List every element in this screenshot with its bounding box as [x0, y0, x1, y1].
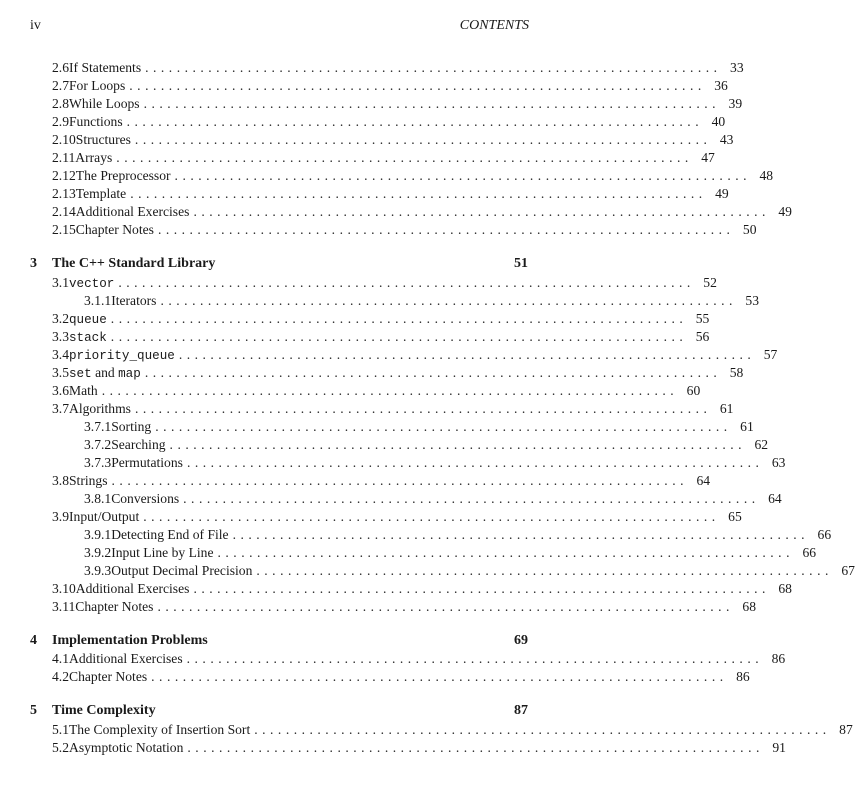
toc-entry-title: [69, 77, 125, 95]
toc-entry-title-segment: Strings: [69, 472, 108, 488]
toc-entry-number: 3.9.3: [84, 562, 112, 578]
toc-entry-title-segment: Permutations: [111, 454, 183, 470]
toc-entry-title-segment: Structures: [75, 132, 131, 147]
toc-chapter[interactable]: [30, 632, 528, 650]
toc-entry[interactable]: [84, 454, 786, 472]
toc-entry-number: 2.15: [52, 222, 76, 237]
toc-page-number: 61: [719, 400, 734, 416]
toc-page-number: 65: [728, 508, 742, 524]
toc-entry-title-segment: The C++ Standard Library: [52, 256, 216, 271]
toc-entry[interactable]: [52, 650, 786, 668]
toc-entry-title-segment: vector: [69, 276, 115, 291]
toc-page-number: 91: [772, 739, 786, 755]
toc-entry-title: [69, 274, 114, 293]
toc-entry-number: 5: [30, 703, 37, 718]
toc-dot-leader: . . . . . . . . . . . . . . . . . . . . . . . . . . . . . . . . . . . . . . . . . . . . . . . . . . . . . . . . . . . . . . . . . . . . . . . . .: [254, 721, 827, 737]
toc-entry-title: [111, 436, 165, 454]
toc-dot-leader: . . . . . . . . . . . . . . . . . . . . . . . . . . . . . . . . . . . . . . . . . . . . . . . . . . . . . . . . . . . . . . . . . . . . . . . . .: [217, 544, 791, 560]
toc-entry[interactable]: [52, 113, 726, 131]
toc-dot-leader: . . . . . . . . . . . . . . . . . . . . . . . . . . . . . . . . . . . . . . . . . . . . . . . . . . . . . . . . . . . . . . . . . . . . . . . . .: [110, 310, 684, 326]
toc-entry-title: [111, 418, 151, 436]
toc-entry-number: 2.13: [52, 186, 76, 201]
toc-page-number: 43: [719, 132, 734, 147]
toc-page-number: 62: [754, 436, 769, 452]
toc-dot-leader: . . . . . . . . . . . . . . . . . . . . . . . . . . . . . . . . . . . . . . . . . . . . . . . . . . . . . . . . . . . . . . . . . . . . . . . . .: [256, 562, 829, 578]
toc-entry[interactable]: [52, 382, 701, 400]
toc-entry[interactable]: [84, 562, 855, 580]
toc-page-number: 55: [695, 310, 710, 326]
toc-dot-leader: . . . . . . . . . . . . . . . . . . . . . . . . . . . . . . . . . . . . . . . . . . . . . . . . . . . . . . . . . . . . . . . . . . . . . . . . .: [130, 186, 703, 201]
toc-entry-title-segment: Searching: [111, 436, 166, 452]
toc-entry[interactable]: [84, 292, 760, 310]
toc-entry-number: 3.10: [52, 580, 76, 596]
toc-page-number: 33: [730, 60, 744, 75]
toc-entry-number: 3.11: [52, 598, 76, 614]
toc-entry-number: 2.11: [52, 150, 76, 165]
toc-entry-number: 3.7: [52, 400, 69, 416]
toc-entry-title-segment: For Loops: [69, 78, 126, 93]
toc-entry-number: 3.7.1: [84, 418, 112, 434]
toc-dot-leader: . . . . . . . . . . . . . . . . . . . . . . . . . . . . . . . . . . . . . . . . . . . . . . . . . . . . . . . . . . . . . . . . . . . . . . . . .: [160, 292, 734, 308]
toc-entry-title-segment: Asymptotic Notation: [69, 739, 184, 755]
toc-entry-number: 3.9.1: [84, 526, 112, 542]
toc-entry-title: [52, 702, 156, 720]
page-number-roman: iv: [30, 18, 41, 33]
toc-entry-title: [52, 255, 215, 273]
toc-dot-leader: . . . . . . . . . . . . . . . . . . . . . . . . . . . . . . . . . . . . . . . . . . . . . . . . . . . . . . . . . . . . . . . . . . . . . . . . .: [145, 60, 718, 75]
toc-entry-number: 3.7.2: [84, 436, 112, 452]
toc-entry-number: 2.14: [52, 204, 76, 219]
running-header: CONTENTS: [459, 18, 529, 33]
toc-page-number: 53: [745, 292, 760, 308]
toc-entry-title-segment: Algorithms: [69, 400, 131, 416]
toc-entry[interactable]: [52, 400, 734, 418]
toc-entry-title-segment: Conversions: [111, 490, 180, 506]
toc-entry-number: 5.2: [52, 739, 69, 755]
toc-dot-leader: . . . . . . . . . . . . . . . . . . . . . . . . . . . . . . . . . . . . . . . . . . . . . . . . . . . . . . . . . . . . . . . . . . . . . . . . .: [232, 526, 806, 542]
toc-dot-leader: . . . . . . . . . . . . . . . . . . . . . . . . . . . . . . . . . . . . . . . . . . . . . . . . . . . . . . . . . . . . . . . . . . . . . . . . .: [174, 168, 748, 183]
toc-entry[interactable]: [52, 59, 744, 77]
toc-entry[interactable]: [52, 221, 757, 239]
toc-entry-title: [111, 526, 228, 544]
toc-dot-leader: . . . . . . . . . . . . . . . . . . . . . . . . . . . . . . . . . . . . . . . . . . . . . . . . . . . . . . . . . . . . . . . . . . . . . . . . .: [193, 580, 766, 596]
toc-entry-title-segment: Input Line by Line: [111, 544, 214, 560]
toc-entry[interactable]: [52, 149, 715, 167]
toc-entry-title-segment: Additional Exercises: [69, 651, 183, 666]
toc-dot-leader: . . . . . . . . . . . . . . . . . . . . . . . . . . . . . . . . . . . . . . . . . . . . . . . . . . . . . . . . . . . . . . . . . . . . . . . . .: [193, 204, 766, 219]
toc-entry-title-segment: Math: [69, 382, 98, 398]
toc-entry[interactable]: [52, 346, 778, 364]
toc-entry-title-segment: Implementation Problems: [52, 632, 208, 648]
toc-entry[interactable]: [52, 131, 734, 149]
toc-entry-title-segment: set: [69, 366, 92, 381]
toc-page-number: 61: [740, 418, 754, 434]
toc-page-number: 87: [514, 703, 528, 718]
toc-entry-title: [111, 292, 156, 310]
toc-entry-number: 3.5: [52, 364, 69, 380]
toc-entry-title-segment: map: [118, 366, 141, 381]
toc-dot-leader: . . . . . . . . . . . . . . . . . . . . . . . . . . . . . . . . . . . . . . . . . . . . . . . . . . . . . . . . . . . . . . . . . . . . . . . . .: [144, 364, 718, 380]
toc-entry[interactable]: [52, 328, 710, 346]
toc-entry[interactable]: [52, 95, 743, 113]
toc-entry-title: [76, 221, 154, 239]
toc-page-number: 86: [771, 651, 786, 666]
toc-entry[interactable]: [84, 490, 782, 508]
toc-entry-number: 3.1: [52, 274, 69, 290]
toc-entry-title: [111, 562, 252, 580]
toc-entry[interactable]: [52, 508, 742, 526]
toc-entry[interactable]: [52, 668, 750, 686]
toc-entry[interactable]: [52, 274, 717, 292]
toc-page-number: 48: [759, 168, 774, 183]
toc-dot-leader: . . . . . . . . . . . . . . . . . . . . . . . . . . . . . . . . . . . . . . . . . . . . . . . . . . . . . . . . . . . . . . . . . . . . . . . . .: [186, 651, 760, 666]
toc-dot-leader: . . . . . . . . . . . . . . . . . . . . . . . . . . . . . . . . . . . . . . . . . . . . . . . . . . . . . . . . . . . . . . . . . . . . . . . . .: [110, 328, 684, 344]
toc-dot-leader: . . . . . . . . . . . . . . . . . . . . . . . . . . . . . . . . . . . . . . . . . . . . . . . . . . . . . . . . . . . . . . . . . . . . . . . . .: [157, 598, 730, 614]
toc-page-number: 64: [696, 472, 711, 488]
toc-page-number: 49: [715, 186, 729, 201]
toc-entry[interactable]: [84, 418, 754, 436]
toc-entry[interactable]: [52, 739, 786, 757]
toc-entry-title: [69, 364, 141, 383]
toc-page-number: 36: [714, 78, 728, 93]
toc-entry-number: 4.2: [52, 669, 69, 684]
toc-entry-number: 3.1.1: [84, 292, 112, 308]
toc-entry-title: [69, 668, 147, 686]
toc-entry-title: [76, 203, 190, 221]
toc-entry-title-segment: Functions: [69, 114, 123, 129]
toc-page-number: 40: [711, 114, 726, 129]
toc-entry-title: [69, 739, 183, 757]
toc-entry[interactable]: [52, 77, 728, 95]
toc-entry-number: 3.4: [52, 346, 69, 362]
toc-page-number: 87: [839, 721, 853, 737]
toc-entry-title: [76, 580, 190, 598]
toc-dot-leader: . . . . . . . . . . . . . . . . . . . . . . . . . . . . . . . . . . . . . . . . . . . . . . . . . . . . . . . . . . . . . . . . . . . . . . . . .: [143, 96, 717, 111]
toc-entry-title: [76, 185, 126, 203]
toc-entry-title-segment: Time Complexity: [52, 703, 156, 718]
toc-entry-title-segment: Additional Exercises: [75, 204, 190, 219]
toc-entry-number: 3.9: [52, 508, 69, 524]
toc-entry-title-segment: Input/Output: [69, 508, 140, 524]
toc-entry-title-segment: Output Decimal Precision: [111, 562, 253, 578]
toc-dot-leader: . . . . . . . . . . . . . . . . . . . . . . . . . . . . . . . . . . . . . . . . . . . . . . . . . . . . . . . . . . . . . . . . . . . . . . . . .: [157, 222, 731, 237]
toc-dot-leader: . . . . . . . . . . . . . . . . . . . . . . . . . . . . . . . . . . . . . . . . . . . . . . . . . . . . . . . . . . . . . . . . . . . . . . . . .: [187, 739, 760, 755]
toc-entry-number: 3.8: [52, 472, 69, 488]
toc-dot-leader: . . . . . . . . . . . . . . . . . . . . . . . . . . . . . . . . . . . . . . . . . . . . . . . . . . . . . . . . . . . . . . . . . . . . . . . . .: [178, 346, 752, 362]
toc-page-number: 60: [686, 382, 701, 398]
toc-entry-title: [111, 490, 179, 508]
toc-dot-leader: . . . . . . . . . . . . . . . . . . . . . . . . . . . . . . . . . . . . . . . . . . . . . . . . . . . . . . . . . . . . . . . . . . . . . . . . .: [129, 78, 702, 93]
toc-page-number: 69: [514, 632, 528, 648]
toc-entry-title-segment: stack: [69, 330, 107, 345]
toc-entry-number: 5.1: [52, 721, 69, 737]
toc-entry-title-segment: and: [91, 364, 119, 380]
toc-entry-number: 3.3: [52, 328, 69, 344]
toc-entry[interactable]: [52, 185, 729, 203]
toc-entry-title: [52, 632, 208, 650]
toc-entry-title-segment: While Loops: [69, 96, 140, 111]
toc-page-number: 58: [729, 364, 744, 380]
toc-entry-title: [69, 59, 141, 77]
toc-chapter[interactable]: [30, 702, 528, 720]
toc-entry-title: [111, 454, 183, 472]
toc-dot-leader: . . . . . . . . . . . . . . . . . . . . . . . . . . . . . . . . . . . . . . . . . . . . . . . . . . . . . . . . . . . . . . . . . . . . . . . . .: [143, 508, 716, 524]
toc-entry-number: 4: [30, 632, 37, 648]
toc-entry[interactable]: [84, 526, 832, 544]
toc-entry-title: [75, 598, 153, 616]
toc-entry[interactable]: [84, 544, 817, 562]
toc-entry-title-segment: If Statements: [69, 60, 142, 75]
toc-page-number: 51: [514, 256, 528, 271]
toc-entry-title: [69, 346, 175, 365]
toc-dot-leader: . . . . . . . . . . . . . . . . . . . . . . . . . . . . . . . . . . . . . . . . . . . . . . . . . . . . . . . . . . . . . . . . . . . . . . . . .: [126, 114, 700, 129]
toc-entry[interactable]: [52, 598, 756, 616]
toc-entry-number: 4.1: [52, 651, 69, 666]
toc-dot-leader: . . . . . . . . . . . . . . . . . . . . . . . . . . . . . . . . . . . . . . . . . . . . . . . . . . . . . . . . . . . . . . . . . . . . . . . . .: [101, 382, 675, 398]
toc-page-number: 68: [778, 580, 792, 596]
toc-entry-title: [69, 113, 123, 131]
toc-page-number: 67: [841, 562, 855, 578]
toc-entry-title-segment: priority_queue: [69, 348, 175, 363]
toc-entry-number: 3.8.1: [84, 490, 112, 506]
toc-dot-leader: . . . . . . . . . . . . . . . . . . . . . . . . . . . . . . . . . . . . . . . . . . . . . . . . . . . . . . . . . . . . . . . . . . . . . . . . .: [183, 490, 756, 506]
toc-entry-number: 2.6: [52, 60, 69, 75]
toc-entry[interactable]: [52, 472, 711, 490]
toc-entry-number: 3.6: [52, 382, 69, 398]
toc-chapter[interactable]: [30, 255, 528, 273]
toc-entry-title: [111, 544, 213, 562]
toc-entry-title-segment: Additional Exercises: [75, 580, 190, 596]
toc-page-number: 57: [763, 346, 778, 362]
toc-page-number: 39: [728, 96, 743, 111]
toc-entry-title: [75, 149, 112, 167]
toc-entry-number: 3.7.3: [84, 454, 112, 470]
toc-entry-title: [69, 382, 98, 400]
toc-entry-number: 3.2: [52, 310, 69, 326]
toc-entry-number: 2.9: [52, 114, 69, 129]
toc-dot-leader: . . . . . . . . . . . . . . . . . . . . . . . . . . . . . . . . . . . . . . . . . . . . . . . . . . . . . . . . . . . . . . . . . . . . . . . . .: [151, 669, 724, 684]
toc-entry-title-segment: The Preprocessor: [75, 168, 171, 183]
toc-dot-leader: . . . . . . . . . . . . . . . . . . . . . . . . . . . . . . . . . . . . . . . . . . . . . . . . . . . . . . . . . . . . . . . . . . . . . . . . .: [118, 274, 691, 290]
toc-entry-title-segment: Sorting: [111, 418, 152, 434]
toc-entry-title: [69, 472, 108, 490]
toc-entry-title-segment: Template: [75, 186, 127, 201]
toc-entry[interactable]: [52, 364, 744, 382]
toc-entry-title-segment: Iterators: [111, 292, 157, 308]
toc-entry[interactable]: [52, 167, 774, 185]
toc-entry[interactable]: [52, 721, 853, 739]
toc-entry-number: 2.8: [52, 96, 69, 111]
toc-page-number: 66: [802, 544, 817, 560]
toc-entry-title: [69, 95, 140, 113]
toc-entry-title: [69, 328, 107, 347]
toc-entry-title: [69, 310, 107, 329]
toc-dot-leader: . . . . . . . . . . . . . . . . . . . . . . . . . . . . . . . . . . . . . . . . . . . . . . . . . . . . . . . . . . . . . . . . . . . . . . . . .: [116, 150, 689, 165]
toc-entry-number: 2.10: [52, 132, 76, 147]
toc-page-number: 50: [742, 222, 757, 237]
toc-entry[interactable]: [84, 436, 769, 454]
toc-dot-leader: . . . . . . . . . . . . . . . . . . . . . . . . . . . . . . . . . . . . . . . . . . . . . . . . . . . . . . . . . . . . . . . . . . . . . . . . .: [155, 418, 728, 434]
toc-entry[interactable]: [52, 203, 792, 221]
toc-entry[interactable]: [52, 310, 710, 328]
toc-entry-title-segment: Arrays: [75, 150, 113, 165]
toc-entry-title-segment: Detecting End of File: [111, 526, 229, 542]
toc-page-number: 66: [817, 526, 832, 542]
toc-dot-leader: . . . . . . . . . . . . . . . . . . . . . . . . . . . . . . . . . . . . . . . . . . . . . . . . . . . . . . . . . . . . . . . . . . . . . . . . .: [111, 472, 685, 488]
toc-entry-title-segment: queue: [69, 312, 107, 327]
toc-entry-title: [69, 400, 131, 418]
toc-dot-leader: . . . . . . . . . . . . . . . . . . . . . . . . . . . . . . . . . . . . . . . . . . . . . . . . . . . . . . . . . . . . . . . . . . . . . . . . .: [169, 436, 743, 452]
toc-dot-leader: . . . . . . . . . . . . . . . . . . . . . . . . . . . . . . . . . . . . . . . . . . . . . . . . . . . . . . . . . . . . . . . . . . . . . . . . .: [134, 132, 708, 147]
toc-entry-title-segment: Chapter Notes: [75, 222, 154, 237]
toc-entry-title-segment: The Complexity of Insertion Sort: [69, 721, 251, 737]
toc-page-number: 86: [736, 669, 750, 684]
toc-entry-number: 2.7: [52, 78, 69, 93]
toc-entry-title: [69, 650, 183, 668]
toc-page-number: 64: [768, 490, 782, 506]
toc-entry-title: [76, 131, 131, 149]
toc-entry-number: 3.9.2: [84, 544, 112, 560]
toc-page-number: 56: [695, 328, 710, 344]
toc-entry-number: 3: [30, 256, 37, 271]
toc-entry-title-segment: Chapter Notes: [69, 669, 148, 684]
toc-dot-leader: . . . . . . . . . . . . . . . . . . . . . . . . . . . . . . . . . . . . . . . . . . . . . . . . . . . . . . . . . . . . . . . . . . . . . . . . .: [186, 454, 760, 470]
toc-dot-leader: . . . . . . . . . . . . . . . . . . . . . . . . . . . . . . . . . . . . . . . . . . . . . . . . . . . . . . . . . . . . . . . . . . . . . . . . .: [134, 400, 708, 416]
toc-entry[interactable]: [52, 580, 792, 598]
toc-entry-title: [76, 167, 171, 185]
toc-entry-number: 2.12: [52, 168, 76, 183]
toc-page-number: 68: [742, 598, 756, 614]
toc-entry-title: [69, 508, 139, 526]
toc-page-number: 63: [771, 454, 786, 470]
toc-page-number: 49: [778, 204, 792, 219]
toc-page-number: 47: [701, 150, 715, 165]
toc-page-number: 52: [703, 274, 717, 290]
toc-entry-title-segment: Chapter Notes: [75, 598, 154, 614]
toc-entry-title: [69, 721, 250, 739]
